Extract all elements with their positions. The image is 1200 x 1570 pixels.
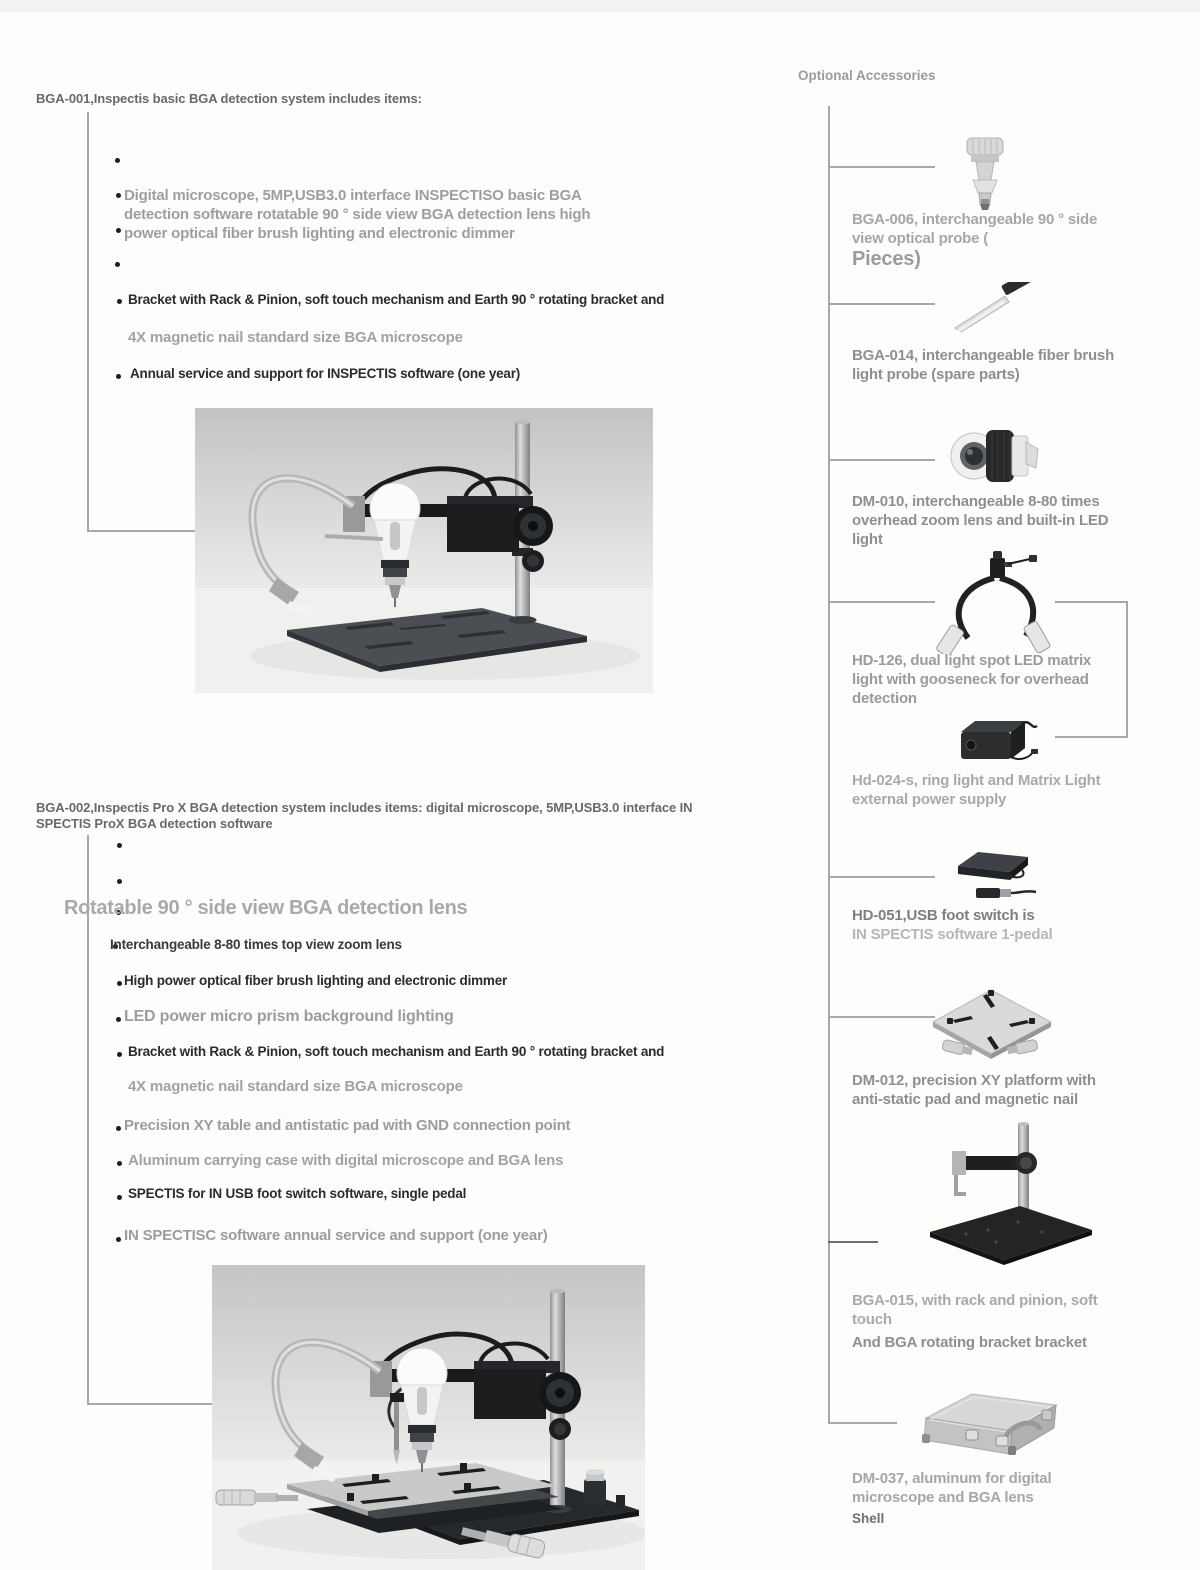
bullet-dot bbox=[116, 1237, 121, 1242]
bullet-dot bbox=[117, 1161, 122, 1166]
list-item: Interchangeable 8-80 times top view zoom lens bbox=[110, 937, 402, 952]
bullet-dot bbox=[117, 1195, 122, 1200]
dm037-caption: DM-037, aluminum for digital microscope and BGA lens bbox=[852, 1470, 1052, 1506]
bga014-image bbox=[953, 282, 1037, 334]
section2-header: BGA-002,Inspectis Pro X BGA detection system includes items: digital microscope, 5MP,USB3.0 interface IN bbox=[36, 800, 693, 815]
list-item: Bracket with Rack & Pinion, soft touch mechanism and Earth 90 ° rotating bracket and bbox=[128, 292, 665, 307]
bga015-caption-2: And BGA rotating bracket bracket bbox=[852, 1334, 1087, 1351]
connector-line bbox=[1055, 736, 1128, 738]
connector-line bbox=[1055, 601, 1128, 603]
connector-line bbox=[828, 1241, 878, 1243]
bullet-dot bbox=[117, 1052, 122, 1057]
list-item: IN SPECTISC software annual service and support (one year) bbox=[124, 1227, 548, 1244]
list-item: power optical fiber brush lighting and electronic dimmer bbox=[124, 225, 515, 242]
connector-line bbox=[1126, 601, 1128, 738]
dm037-caption-2: Shell bbox=[852, 1511, 885, 1526]
bullet-dot bbox=[115, 158, 120, 163]
bullet-dot bbox=[116, 374, 121, 379]
bullet-dot bbox=[115, 262, 120, 267]
hd024-caption: Hd-024-s, ring light and Matrix Light external power supply bbox=[852, 772, 1101, 808]
list-item: Aluminum carrying case with digital microscope and BGA lens bbox=[128, 1152, 564, 1169]
connector-line bbox=[828, 601, 935, 603]
list-item: SPECTIS for IN USB foot switch software, single pedal bbox=[128, 1186, 467, 1201]
hd051-image bbox=[948, 846, 1038, 904]
accessories-header: Optional Accessories bbox=[798, 68, 936, 83]
section2-header: SPECTIS ProX BGA detection software bbox=[36, 816, 273, 831]
bullet-dot bbox=[117, 879, 122, 884]
bullet-dot bbox=[116, 193, 121, 198]
connector-line bbox=[87, 530, 195, 532]
dm010-caption: DM-010, interchangeable 8-80 times overhead zoom lens and built-in LED light bbox=[852, 493, 1109, 548]
hd051-caption: HD-051,USB foot switch is IN SPECTIS software 1-pedal bbox=[852, 907, 1053, 943]
connector-line bbox=[87, 112, 89, 532]
connector-line bbox=[828, 1016, 935, 1018]
list-item: detection software rotatable 90 ° side view BGA detection lens high bbox=[124, 206, 591, 223]
list-item: High power optical fiber brush lighting and electronic dimmer bbox=[124, 973, 508, 988]
dm012-caption: DM-012, precision XY platform with anti-static pad and magnetic nail bbox=[852, 1072, 1096, 1108]
list-item: Digital microscope, 5MP,USB3.0 interface INSPECTISO basic BGA bbox=[124, 187, 582, 204]
bga014-caption: BGA-014, interchangeable fiber brush light probe (spare parts) bbox=[852, 347, 1115, 383]
top-strip bbox=[0, 0, 1200, 12]
dm012-image bbox=[925, 980, 1057, 1068]
list-item: Precision XY table and antistatic pad with GND connection point bbox=[124, 1117, 571, 1134]
list-item: Annual service and support for INSPECTIS software (one year) bbox=[130, 366, 521, 381]
hd024-image bbox=[953, 716, 1039, 764]
bullet-dot bbox=[117, 981, 122, 986]
hd126-image bbox=[928, 550, 1060, 654]
bullet-dot bbox=[117, 299, 122, 304]
list-item: Bracket with Rack & Pinion, soft touch mechanism and Earth 90 ° rotating bracket and bbox=[128, 1044, 665, 1059]
bullet-dot bbox=[116, 228, 121, 233]
product-photo-bga002 bbox=[212, 1265, 645, 1570]
product-photo-bga001 bbox=[195, 408, 653, 693]
connector-line bbox=[828, 1422, 897, 1424]
connector-line bbox=[87, 835, 89, 1405]
section1-header: BGA-001,Inspectis basic BGA detection system includes items: bbox=[36, 91, 422, 106]
bga006-image bbox=[958, 136, 1012, 212]
connector-line bbox=[828, 303, 935, 305]
list-heading: Rotatable 90 ° side view BGA detection lens bbox=[64, 897, 468, 919]
bga015-caption: BGA-015, with rack and pinion, soft touch bbox=[852, 1292, 1098, 1328]
connector-line bbox=[828, 166, 935, 168]
dm010-image bbox=[950, 424, 1040, 486]
hd126-caption: HD-126, dual light spot LED matrix light with gooseneck for overhead detection bbox=[852, 652, 1092, 707]
connector-line bbox=[828, 459, 935, 461]
bullet-dot bbox=[116, 1017, 121, 1022]
connector-line bbox=[87, 1403, 213, 1405]
bga006-caption: BGA-006, interchangeable 90 ° side view optical probe ( Pieces) bbox=[852, 211, 1098, 270]
list-item: 4X magnetic nail standard size BGA microscope bbox=[128, 1078, 463, 1095]
list-item: 4X magnetic nail standard size BGA microscope bbox=[128, 329, 463, 346]
bullet-dot bbox=[117, 843, 122, 848]
connector-line bbox=[828, 876, 935, 878]
bga015-image bbox=[900, 1118, 1098, 1274]
list-item: LED power micro prism background lighting bbox=[124, 1008, 454, 1025]
bullet-dot bbox=[116, 1126, 121, 1131]
dm037-image bbox=[910, 1388, 1070, 1466]
